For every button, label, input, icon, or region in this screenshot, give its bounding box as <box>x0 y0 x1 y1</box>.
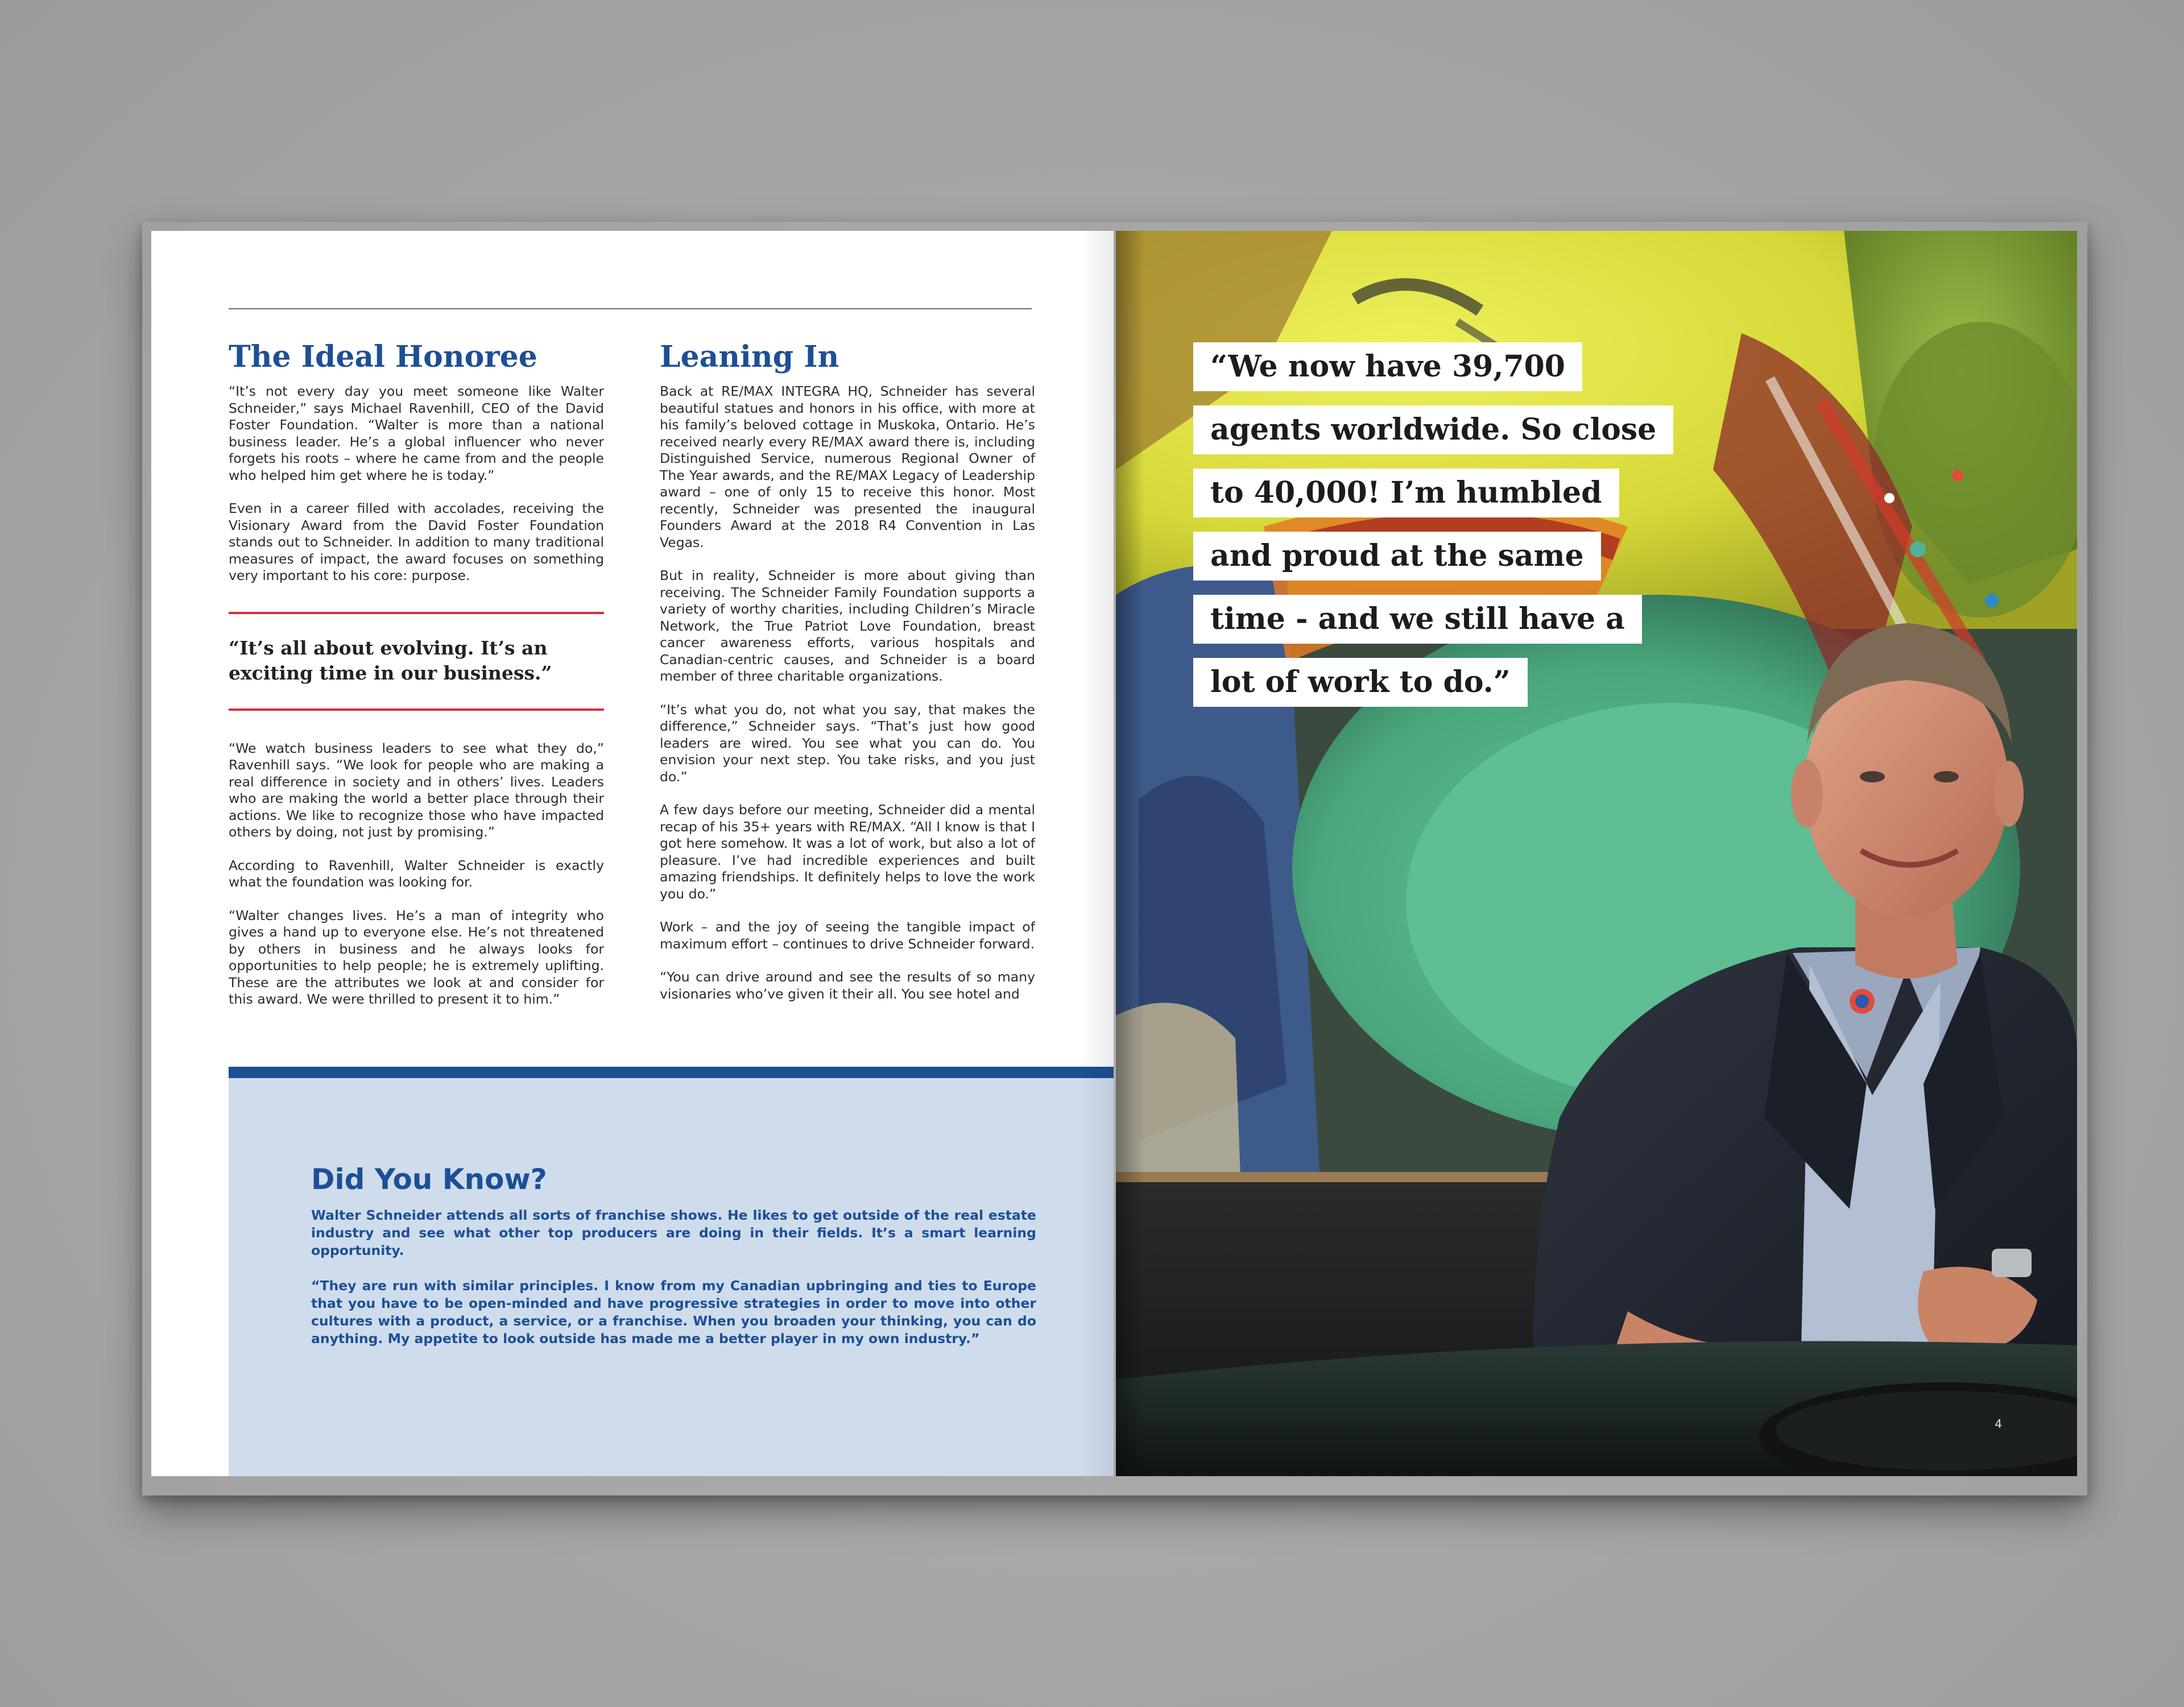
body-paragraph: Work – and the joy of seeing the tangible impact of maximum effort – continues to drive Schneider forward. <box>660 919 1035 952</box>
right-page <box>1116 231 2077 1476</box>
page-number: 4 <box>1995 1417 2002 1431</box>
body-paragraph: “Walter changes lives. He’s a man of integrity who gives a hand up to everyone else. He’s not threatened by others in business and he always looks for opportunities to help people; he is extremely uplifting. These are the attributes we look at and consider for this award. We were thrilled to present it to him.” <box>229 907 604 1007</box>
body-paragraph: “We watch business leaders to see what they do,” Ravenhill says. “We look for people who are making a real difference in society and in others’ lives. Leaders who are making the world a better place through their actions. We like to recognize those who have impacted others by doing, not just by promising.” <box>229 740 604 840</box>
body-paragraph: “It’s not every day you meet someone like Walter Schneider,” says Michael Ravenhill, CEO of the David Foster Foundation. “Walter is more than a national business leader. He’s a global influencer who never forgets his roots – where he came from and the people who helped him get where he is today.” <box>229 383 604 483</box>
pull-quote-block <box>229 612 604 711</box>
did-you-know-box <box>229 1078 1114 1476</box>
body-paragraph: “You can drive around and see the results of so many visionaries who’ve given it their all. You see hotel and <box>660 969 1035 1002</box>
did-you-know-paragraph: “They are run with similar principles. I know from my Canadian upbringing and ties to Europe that you have to be open-minded and have progressive strategies in order to move into other cultures with a product, a service, or a franchise. When you broaden your thinking, you can do anything. My appetite to look outside has made me a better player in my own industry.” <box>311 1278 1036 1346</box>
quote-line: time - and we still have a <box>1193 595 1642 644</box>
did-you-know-paragraph: Walter Schneider attends all sorts of franchise shows. He likes to get outside of the real estate industry and see what other top producers are doing in their fields. It’s a smart learning opportunity. <box>311 1207 1036 1258</box>
feature-quote <box>1193 342 1673 721</box>
blue-bar <box>229 1067 1114 1078</box>
ideal-honoree-column <box>229 339 604 1025</box>
ideal-honoree-heading: The Ideal Honoree <box>229 339 537 374</box>
pull-quote: “It’s all about evolving. It’s an exciting time in our business.” <box>229 636 552 684</box>
left-page <box>151 231 1114 1476</box>
red-rule <box>229 709 604 711</box>
leaning-in-heading: Leaning In <box>660 339 839 374</box>
quote-line: to 40,000! I’m humbled <box>1193 469 1619 517</box>
top-rule <box>229 308 1032 309</box>
body-paragraph: Even in a career filled with accolades, receiving the Visionary Award from the David Foster Foundation stands out to Schneider. In addition to many traditional measures of impact, the award focuses on something very important to his core: purpose. <box>229 500 604 583</box>
body-paragraph: Back at RE/MAX INTEGRA HQ, Schneider has several beautiful statues and honors in his office, with more at his family’s beloved cottage in Muskoka, Ontario. He’s received nearly every RE/MAX award there is, including Distinguished Service, numerous Regional Owner of The Year awards, and the RE/MAX Legacy of Leadership award – one of only 15 to receive this honor. Most recently, Schneider was presented the inaugural Founders Award at the 2018 R4 Convention in Las Vegas. <box>660 383 1035 550</box>
did-you-know-text <box>311 1207 1036 1365</box>
did-you-know-title: Did You Know? <box>311 1163 547 1196</box>
quote-line: lot of work to do.” <box>1193 658 1528 707</box>
body-paragraph: But in reality, Schneider is more about giving than receiving. The Schneider Family Foundation supports a variety of worthy charities, including Children’s Miracle Network, the True Patriot Love Foundation, breast cancer awareness efforts, various hospitals and Canadian-centric causes, and Schneider is a board member of three charitable organizations. <box>660 567 1035 684</box>
body-paragraph: According to Ravenhill, Walter Schneider is exactly what the foundation was looking for. <box>229 857 604 890</box>
quote-line: agents worldwide. So close <box>1193 405 1673 454</box>
body-paragraph: A few days before our meeting, Schneider did a mental recap of his 35+ years with RE/MAX. “All I know is that I got here somehow. It was a lot of work, but also a lot of pleasure. I’ve had incredible experiences and built amazing friendships. It definitely helps to love the work you do.” <box>660 802 1035 902</box>
body-paragraph: “It’s what you do, not what you say, that makes the difference,” Schneider says. “That’s just how good leaders are wired. You see what you can do. You envision your next step. You take risks, and you just do.” <box>660 701 1035 785</box>
quote-line: and proud at the same <box>1193 532 1601 581</box>
quote-line: “We now have 39,700 <box>1193 342 1582 391</box>
leaning-in-column <box>660 339 1035 1019</box>
